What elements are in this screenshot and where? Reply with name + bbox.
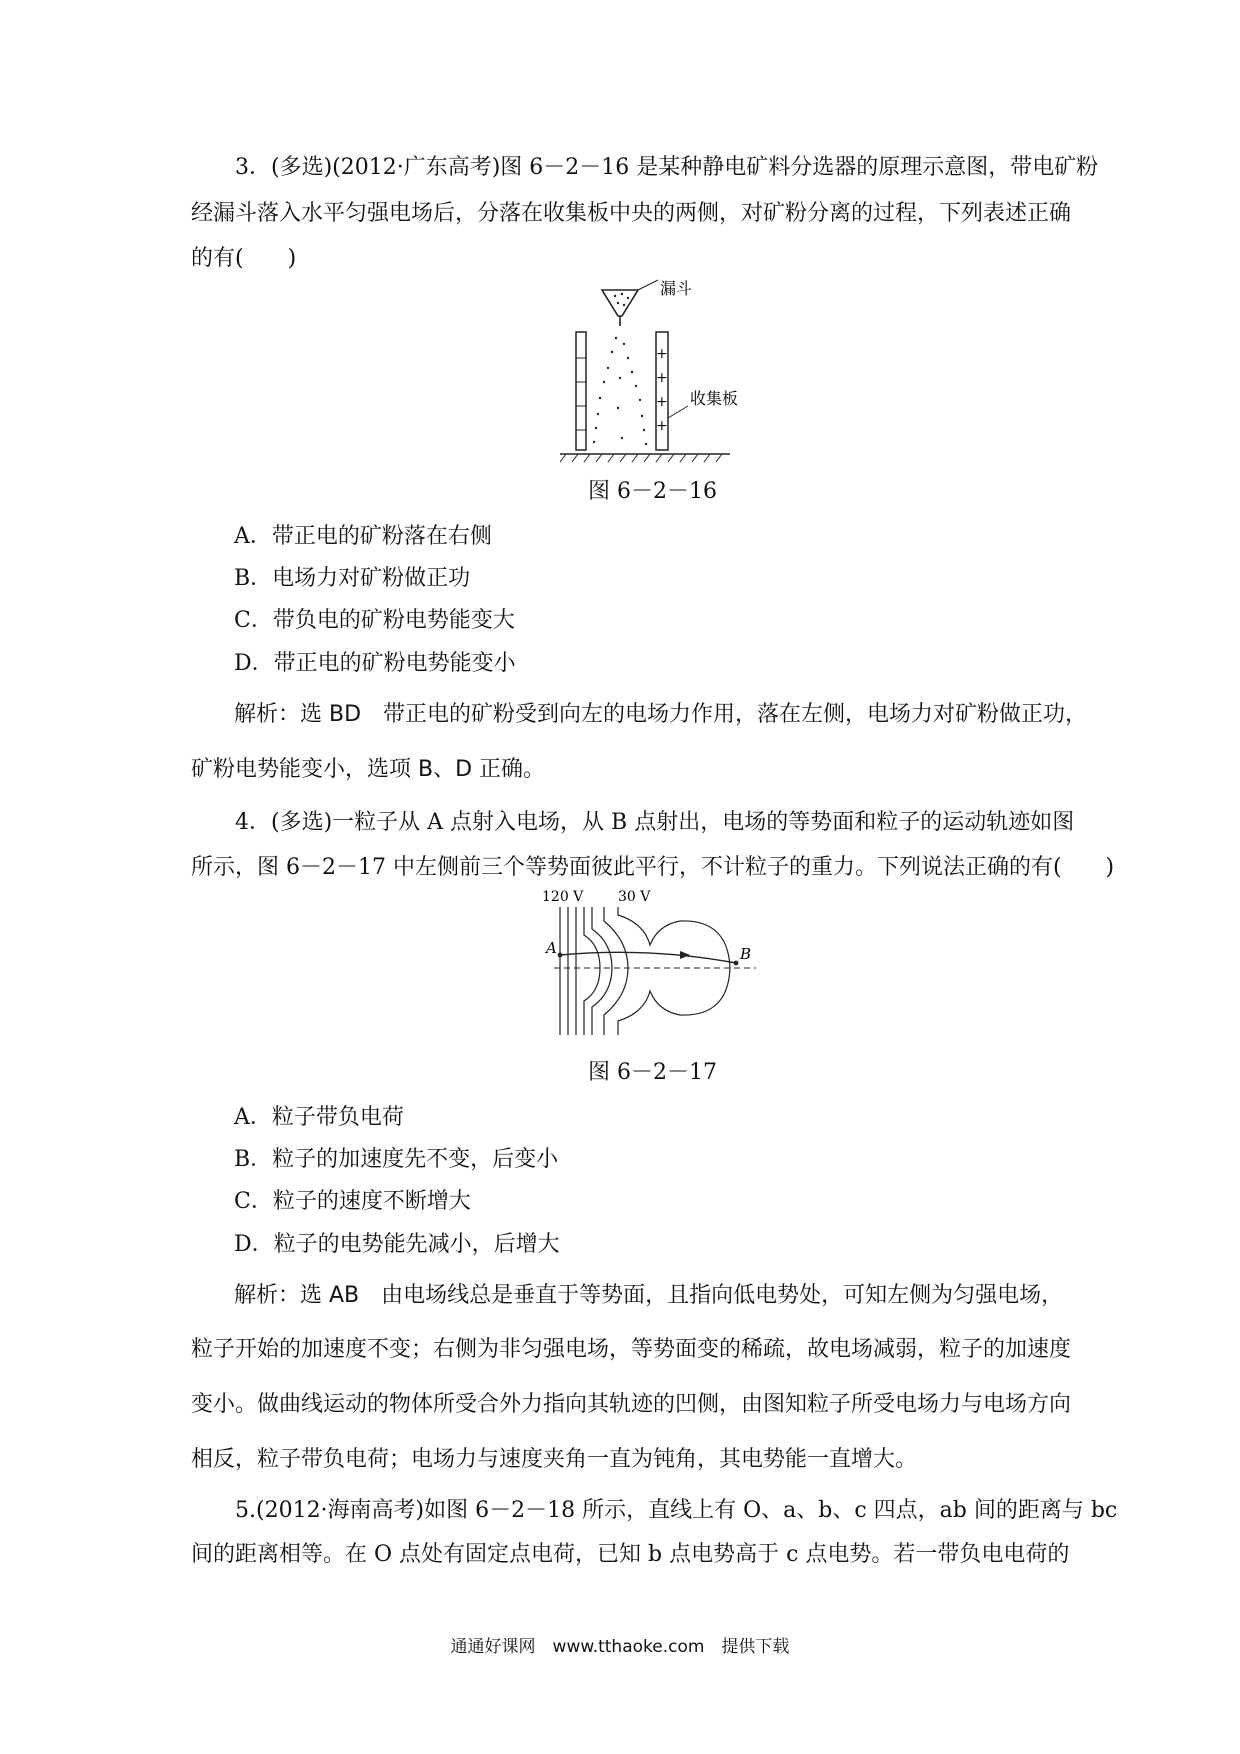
plus-sign: + <box>656 394 668 410</box>
equipotential-figure <box>540 885 770 1045</box>
figure-caption: 图 6－2－17 <box>588 1060 717 1085</box>
q5-stem-line2: 间的距离相等。在 O 点处有固定点电荷，已知 b 点电势高于 c 点电势。若一带负电电荷的 <box>191 1542 1070 1567</box>
option-b: B．电场力对矿粉做正功 <box>234 566 471 591</box>
option-d: D．带正电的矿粉电势能变小 <box>234 651 516 676</box>
q3-solution-line2: 矿粉电势能变小，选项 B、D 正确。 <box>191 757 546 782</box>
plate-label: 收集板 <box>690 389 739 408</box>
option-a: A．带正电的矿粉落在右侧 <box>234 524 492 549</box>
figure-caption: 图 6－2－16 <box>588 479 717 504</box>
option-d: D．粒子的电势能先减小，后增大 <box>234 1232 560 1257</box>
plus-sign: + <box>656 346 668 362</box>
option-b: B．粒子的加速度先不变，后变小 <box>234 1147 559 1172</box>
q3-stem-line3: 的有( ) <box>191 246 297 271</box>
q3-stem-line1: 3．(多选)(2012·广东高考)图 6－2－16 是某种静电矿料分选器的原理示意图，带电矿粉 <box>235 155 1099 180</box>
label-120v: 120 V <box>542 889 584 905</box>
label-b: B <box>740 945 752 963</box>
page-footer: 通通好课网 www.tthaoke.com 提供下载 <box>450 1637 790 1657</box>
option-c: C．带负电的矿粉电势能变大 <box>234 608 515 633</box>
funnel-label: 漏斗 <box>660 279 693 298</box>
q4-solution-line1: 解析：选 AB 由电场线总是垂直于等势面，且指向低电势处，可知左侧为匀强电场， <box>234 1283 1064 1308</box>
label-a: A <box>546 939 557 957</box>
option-a: A．粒子带负电荷 <box>234 1105 404 1130</box>
q4-solution-line2: 粒子开始的加速度不变；右侧为非匀强电场，等势面变的稀疏，故电场减弱，粒子的加速度 <box>191 1337 1072 1362</box>
q3-solution-line1: 解析：选 BD 带正电的矿粉受到向左的电场力作用，落在左侧，电场力对矿粉做正功， <box>234 702 1088 727</box>
q3-stem-line2: 经漏斗落入水平匀强电场后，分落在收集板中央的两侧，对矿粉分离的过程，下列表述正确 <box>191 201 1072 226</box>
ore-separator-figure <box>560 278 780 468</box>
q5-stem-line1: 5.(2012·海南高考)如图 6－2－18 所示，直线上有 O、a、b、c 四点，ab 间的距离与 bc <box>235 1498 1118 1523</box>
q4-solution-line4: 相反，粒子带负电荷；电场力与速度夹角一直为钝角，其电势能一直增大。 <box>191 1447 918 1472</box>
label-30v: 30 V <box>618 889 651 905</box>
q4-stem-line2: 所示，图 6－2－17 中左侧前三个等势面彼此平行，不计粒子的重力。下列说法正确的有( ) <box>191 855 1115 880</box>
q4-solution-line3: 变小。做曲线运动的物体所受合外力指向其轨迹的凹侧，由图知粒子所受电场力与电场方向 <box>191 1392 1072 1417</box>
plus-sign: + <box>656 370 668 386</box>
q4-stem-line1: 4．(多选)一粒子从 A 点射入电场，从 B 点射出，电场的等势面和粒子的运动轨迹如图 <box>235 810 1075 835</box>
option-c: C．粒子的速度不断增大 <box>234 1189 471 1214</box>
plus-sign: + <box>656 418 668 434</box>
